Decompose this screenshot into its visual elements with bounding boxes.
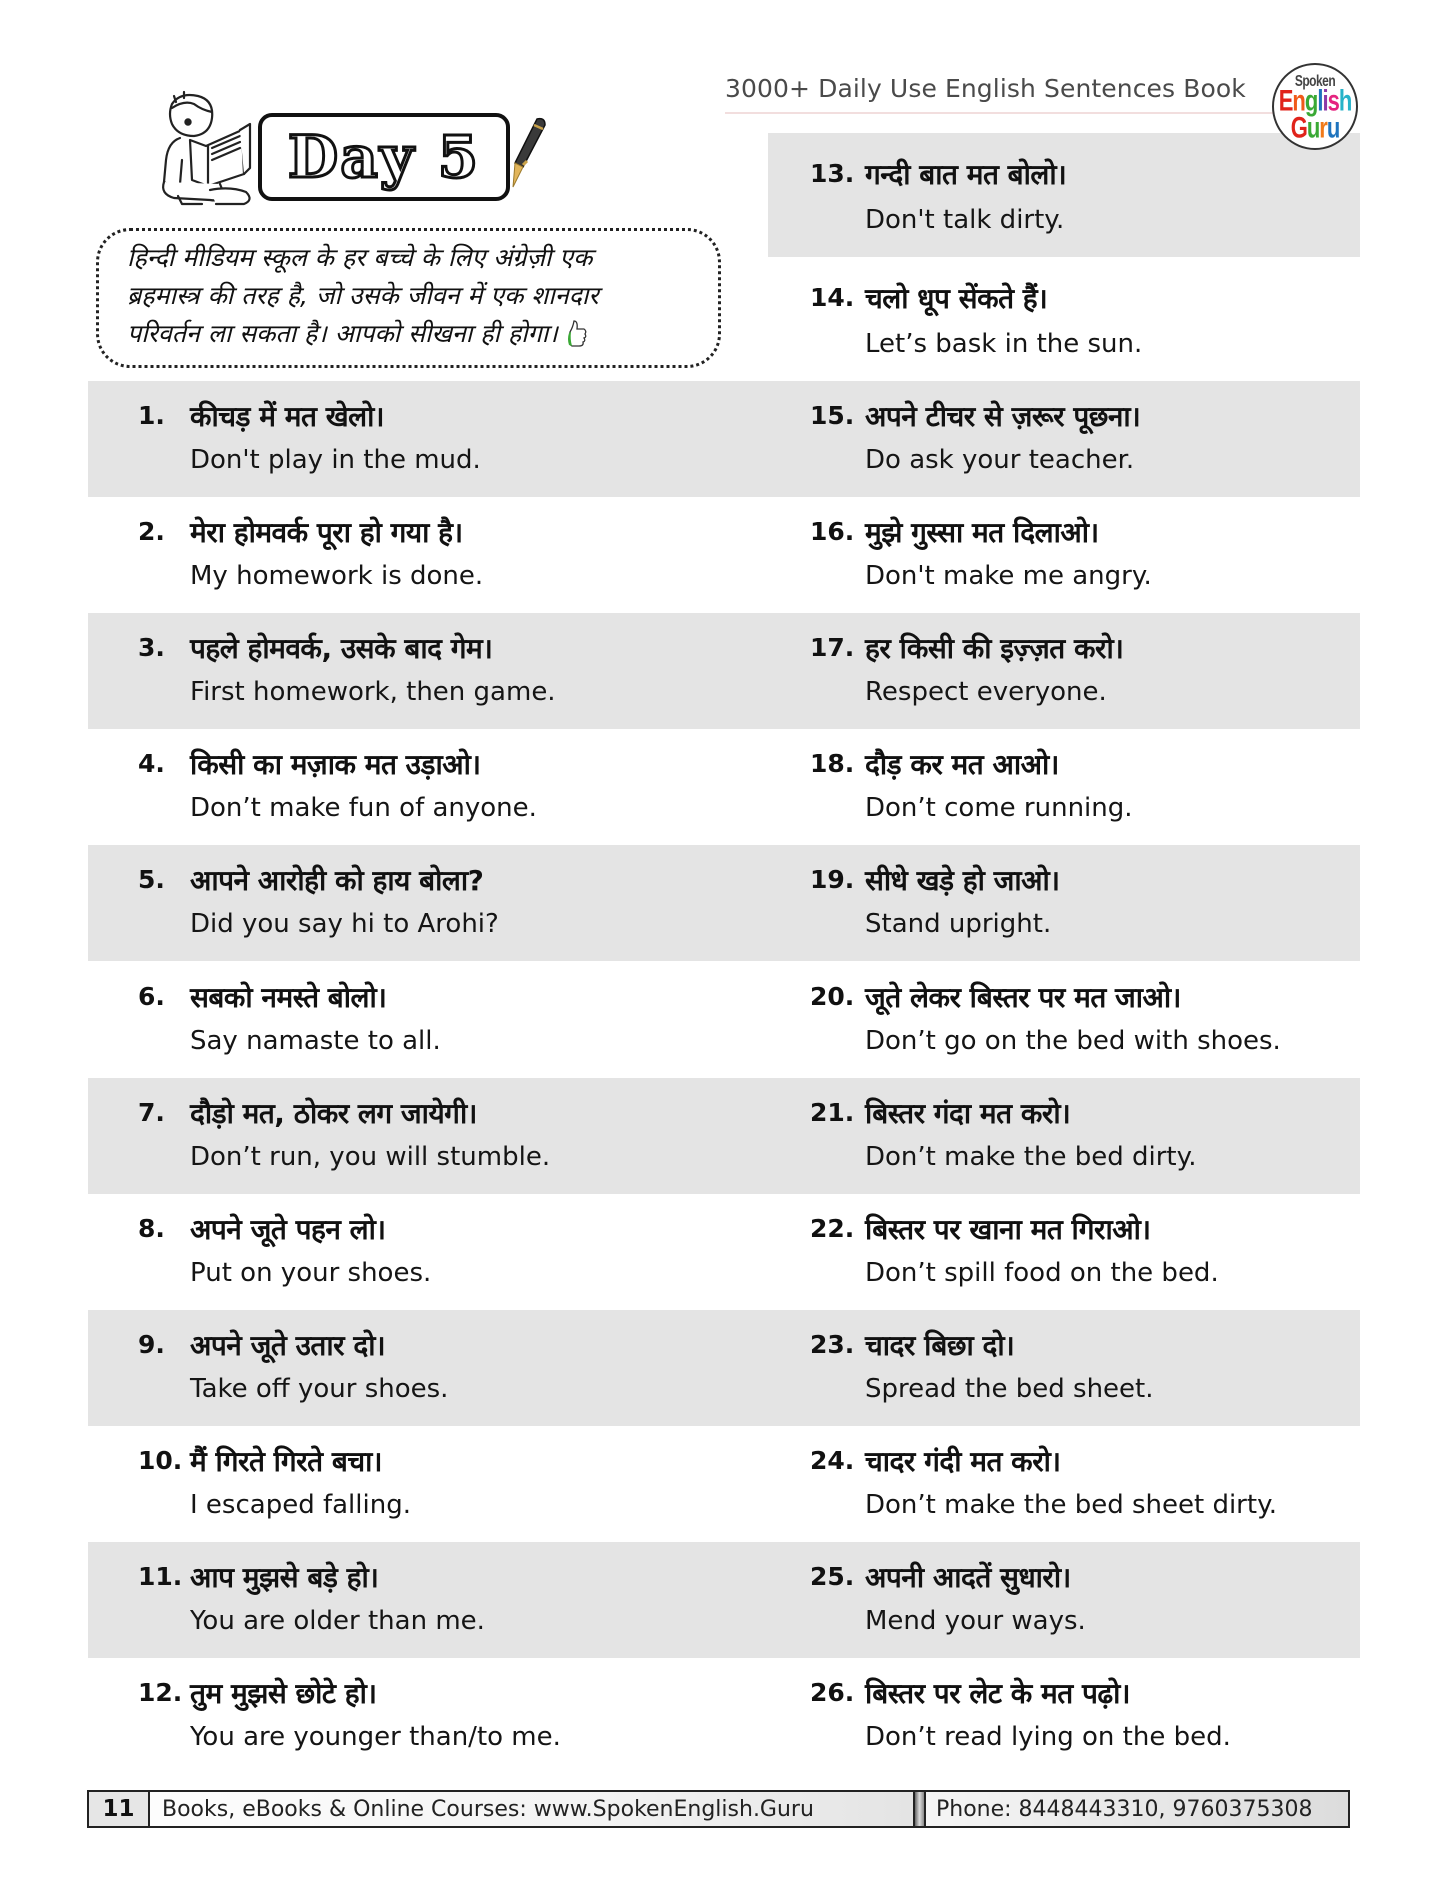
spoken-english-guru-logo [1272,63,1358,150]
logo-letter: s [1327,82,1339,117]
sentence-row [88,1542,768,1658]
hindi-sentence: मेरा होमवर्क पूरा हो गया है। [190,516,463,550]
logo-letter: n [1292,82,1305,117]
sentence-number: 9. [138,1329,165,1359]
hindi-sentence: सबको नमस्ते बोलो। [190,980,387,1014]
page-number: 11 [89,1792,150,1826]
english-translation: Don’t make fun of anyone. [190,793,537,824]
sentence-number: 12. [138,1678,183,1708]
logo-letter: i [1322,82,1328,117]
sentence-row [768,497,1360,613]
intro-line-2: ब्रहमास्त्र की तरह है, जो उसके जीवन में एक शानदार [127,281,599,310]
sentence-row [768,381,1360,497]
sentence-row [88,381,768,497]
hindi-sentence: हर किसी की इज़्ज़त करो। [865,632,1124,666]
hindi-sentence: चलो धूप सेंकते हैं। [865,282,1048,315]
sentence-row [768,1426,1360,1542]
hindi-sentence: बिस्तर गंदा मत करो। [865,1096,1071,1130]
hindi-sentence: पहले होमवर्क, उसके बाद गेम। [190,632,493,666]
sentence-row [88,729,768,845]
sentence-row [768,1194,1360,1310]
logo-letter: g [1304,82,1318,117]
phone-info: Phone: 8448443310, 9760375308 [924,1792,1348,1826]
sentence-row [88,1310,768,1426]
logo-letter: l [1317,82,1323,117]
sentence-number: 18. [810,749,855,779]
sentence-number: 1. [138,401,165,430]
english-translation: I escaped falling. [190,1489,411,1520]
english-translation: Don't play in the mud. [190,445,481,475]
footer-separator [915,1792,924,1826]
english-translation: My homework is done. [190,561,484,592]
hindi-sentence: अपने जूते उतार दो। [190,1328,386,1362]
sentence-row [88,1426,768,1542]
hindi-sentence: बिस्तर पर खाना मत गिराओ। [865,1212,1151,1246]
hindi-sentence: चादर बिछा दो। [865,1328,1015,1362]
hindi-sentence: मैं गिरते गिरते बचा। [190,1444,382,1478]
logo-letter: h [1338,82,1352,117]
intro-line-1: हिन्दी मीडियम स्कूल के हर बच्चे के लिए अंग्रेज़ी एक [127,243,593,272]
intro-line-3-text: परिवर्तन ला सकता है। आपको सीखना ही होगा। [127,319,558,348]
english-translation: Don’t read lying on the bed. [865,1722,1231,1753]
sentence-number: 24. [810,1445,855,1475]
book-title: 3000+ Daily Use English Sentences Book [725,74,1246,103]
logo-letter: G [1290,109,1307,144]
sentence-number: 25. [810,1562,855,1591]
sentence-number: 17. [810,633,855,663]
page-footer [87,1790,1350,1828]
logo-line-spoken: Spoken [1294,71,1336,90]
hindi-sentence: दौड़ो मत, ठोकर लग जायेगी। [190,1096,477,1130]
english-translation: Stand upright. [865,909,1052,940]
header-divider [725,112,1273,114]
sentence-number: 16. [810,517,855,547]
hindi-sentence: कीचड़ में मत खेलो। [190,400,384,433]
hindi-sentence: सीधे खड़े हो जाओ। [865,864,1060,898]
sentence-number: 14. [810,283,855,312]
sentence-row [768,257,1360,381]
sentence-row [88,962,768,1078]
sentence-row [768,845,1360,961]
intro-line-3 [127,315,698,353]
sentence-number: 13. [810,159,855,188]
motivation-note [96,228,721,368]
sentence-number: 6. [138,981,165,1011]
sentence-number: 19. [810,865,855,895]
day-label: Day 5 [287,123,481,191]
english-translation: Don't make me angry. [865,561,1152,592]
sentence-number: 20. [810,981,855,1011]
logo-letter: u [1326,109,1340,144]
hindi-sentence: चादर गंदी मत करो। [865,1444,1061,1478]
day-banner [258,113,510,201]
english-translation: Don’t go on the bed with shoes. [865,1025,1281,1056]
english-translation: Mend your ways. [865,1606,1086,1636]
english-translation: Don’t spill food on the bed. [865,1257,1219,1288]
english-translation: First homework, then game. [190,677,556,708]
english-translation: Don’t run, you will stumble. [190,1141,551,1172]
sentence-row [768,729,1360,845]
sentence-row [768,962,1360,1078]
sentence-row [88,1078,768,1194]
logo-line-guru [1290,109,1340,144]
logo-letter: u [1306,109,1320,144]
english-translation: Did you say hi to Arohi? [190,909,499,940]
sentence-number: 22. [810,1213,855,1243]
english-translation: Spread the bed sheet. [865,1373,1154,1404]
sentence-row [768,133,1360,257]
english-translation: You are older than me. [190,1606,485,1636]
sentence-row [88,497,768,613]
english-translation: Don’t make the bed dirty. [865,1141,1197,1172]
sentence-number: 8. [138,1213,165,1243]
hindi-sentence: आपने आरोही को हाय बोला? [190,864,484,898]
sentence-row [88,613,768,729]
english-translation: Respect everyone. [865,677,1107,708]
sentence-number: 7. [138,1097,165,1127]
english-translation: Take off your shoes. [190,1373,449,1404]
sentence-row [88,1194,768,1310]
sentence-row [88,845,768,961]
sentence-number: 10. [138,1445,183,1475]
hindi-sentence: मुझे गुस्सा मत दिलाओ। [865,516,1099,550]
sentence-row [768,1078,1360,1194]
english-translation: Put on your shoes. [190,1257,432,1288]
sentence-row [768,613,1360,729]
fountain-pen-icon [505,115,549,191]
english-translation: Let’s bask in the sun. [865,329,1143,359]
sentence-number: 3. [138,633,165,663]
logo-letter: r [1319,109,1327,144]
sentence-row [768,1542,1360,1658]
english-translation: Don’t make the bed sheet dirty. [865,1489,1278,1520]
sentence-number: 15. [810,401,855,430]
website-info: Books, eBooks & Online Courses: www.SpokenEnglish.Guru [150,1792,915,1826]
english-translation: Don’t come running. [865,793,1133,824]
thumbs-up-icon [566,319,588,347]
sentence-number: 21. [810,1097,855,1127]
hindi-sentence: जूते लेकर बिस्तर पर मत जाओ। [865,980,1181,1014]
logo-letter: E [1278,82,1293,117]
sentence-number: 26. [810,1678,855,1708]
boy-reading-book-icon [150,90,262,208]
hindi-sentence: किसी का मज़ाक मत उड़ाओ। [190,748,481,782]
sentence-row [88,1658,768,1774]
english-translation: Say namaste to all. [190,1025,441,1056]
english-translation: You are younger than/to me. [190,1722,561,1753]
hindi-sentence: अपने जूते पहन लो। [190,1212,386,1246]
sentence-row [768,1658,1360,1774]
hindi-sentence: बिस्तर पर लेट के मत पढ़ो। [865,1677,1130,1711]
sentence-number: 5. [138,865,165,895]
hindi-sentence: आप मुझसे बड़े हो। [190,1561,379,1594]
sentence-number: 2. [138,517,165,547]
hindi-sentence: अपनी आदतें सुधारो। [865,1561,1071,1594]
sentence-row [768,1310,1360,1426]
hindi-sentence: तुम मुझसे छोटे हो। [190,1677,377,1711]
english-translation: Do ask your teacher. [865,445,1135,475]
sentence-number: 23. [810,1329,855,1359]
hindi-sentence: गन्दी बात मत बोलो। [865,158,1067,191]
hindi-sentence: अपने टीचर से ज़रूर पूछना। [865,400,1141,433]
sentence-number: 4. [138,749,165,779]
hindi-sentence: दौड़ कर मत आओ। [865,748,1059,782]
sentence-number: 11. [138,1562,183,1591]
english-translation: Don't talk dirty. [865,205,1065,235]
